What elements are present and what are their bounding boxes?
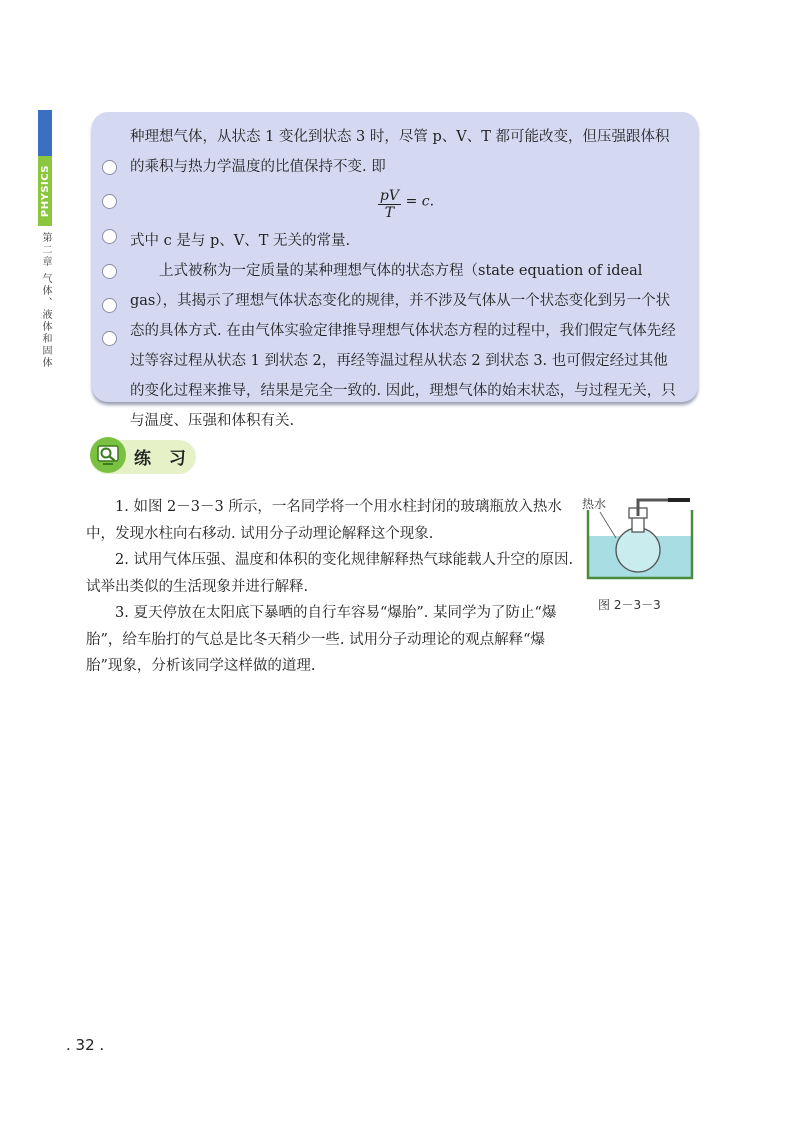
glass-flask xyxy=(616,528,660,572)
formula-rhs: = c. xyxy=(405,193,435,210)
binder-ring xyxy=(102,264,117,279)
chapter-label: 第二章 气体、液体和固体 xyxy=(40,232,51,370)
formula-denominator: T xyxy=(384,205,395,221)
binder-ring xyxy=(102,194,117,209)
exercise-title: 练 习 xyxy=(134,449,192,469)
note-paragraph: 上式被称为一定质量的某种理想气体的状态方程（state equation of ideal gas），其揭示了理想气体状态变化的规律，并不涉及气体从一个状态变化到另一个状态的具体方式. 在由气体实验定律推导理想气体状态方程的过程中，我们假定气体先经过等容过程从状态 1 到状态 2，再经等温过程从状态 2 到状态 3. 也可假定经过其他的变化过程来推导，结果是完全一致的. 因此，理想气体的始末状态，与过程无关，只与温度、压强和体积有关. xyxy=(130,263,676,429)
magnifier-icon xyxy=(90,437,126,473)
hot-water-label: 热水 xyxy=(582,497,607,511)
formula-fraction xyxy=(378,188,401,221)
note-text xyxy=(130,122,682,436)
page-number: . 32 . xyxy=(66,1036,105,1054)
exercise-item: 1. 如图 2－3－3 所示，一名同学将一个用水柱封闭的玻璃瓶放入热水中，发现水柱向右移动. 试用分子动理论解释这个现象. xyxy=(86,499,562,542)
side-tab-green xyxy=(38,156,52,226)
binder-ring xyxy=(102,298,117,313)
note-line-1: 种理想气体，从状态 1 变化到状态 3 时，尽管 p、V、T 都可能改变，但压强跟体积的乘积与热力学温度的比值保持不变. 即 xyxy=(130,129,670,175)
side-tab-blue xyxy=(38,110,52,156)
binder-ring xyxy=(102,331,117,346)
note-line-2: 式中 c 是与 p、V、T 无关的常量. xyxy=(130,233,351,249)
binder-ring xyxy=(102,160,117,175)
exercise-list xyxy=(86,494,576,680)
flask-in-hot-water-figure xyxy=(578,486,702,586)
formula-numerator: pV xyxy=(379,188,399,204)
figure-caption: 图 2－3－3 xyxy=(598,598,661,612)
binder-ring xyxy=(102,229,117,244)
exercise-item: 2. 试用气体压强、温度和体积的变化规律解释热气球能载人升空的原因. 试举出类似的生活现象并进行解释. xyxy=(86,552,574,595)
exercise-item: 3. 夏天停放在太阳底下暴晒的自行车容易“爆胎”. 某同学为了防止“爆胎”，给车胎打的气总是比冬天稍少一些. 试用分子动理论的观点解释“爆胎”现象，分析该同学这样做的道理. xyxy=(86,605,557,674)
state-equation xyxy=(130,182,682,226)
subject-label: PHYSICS xyxy=(39,164,51,218)
